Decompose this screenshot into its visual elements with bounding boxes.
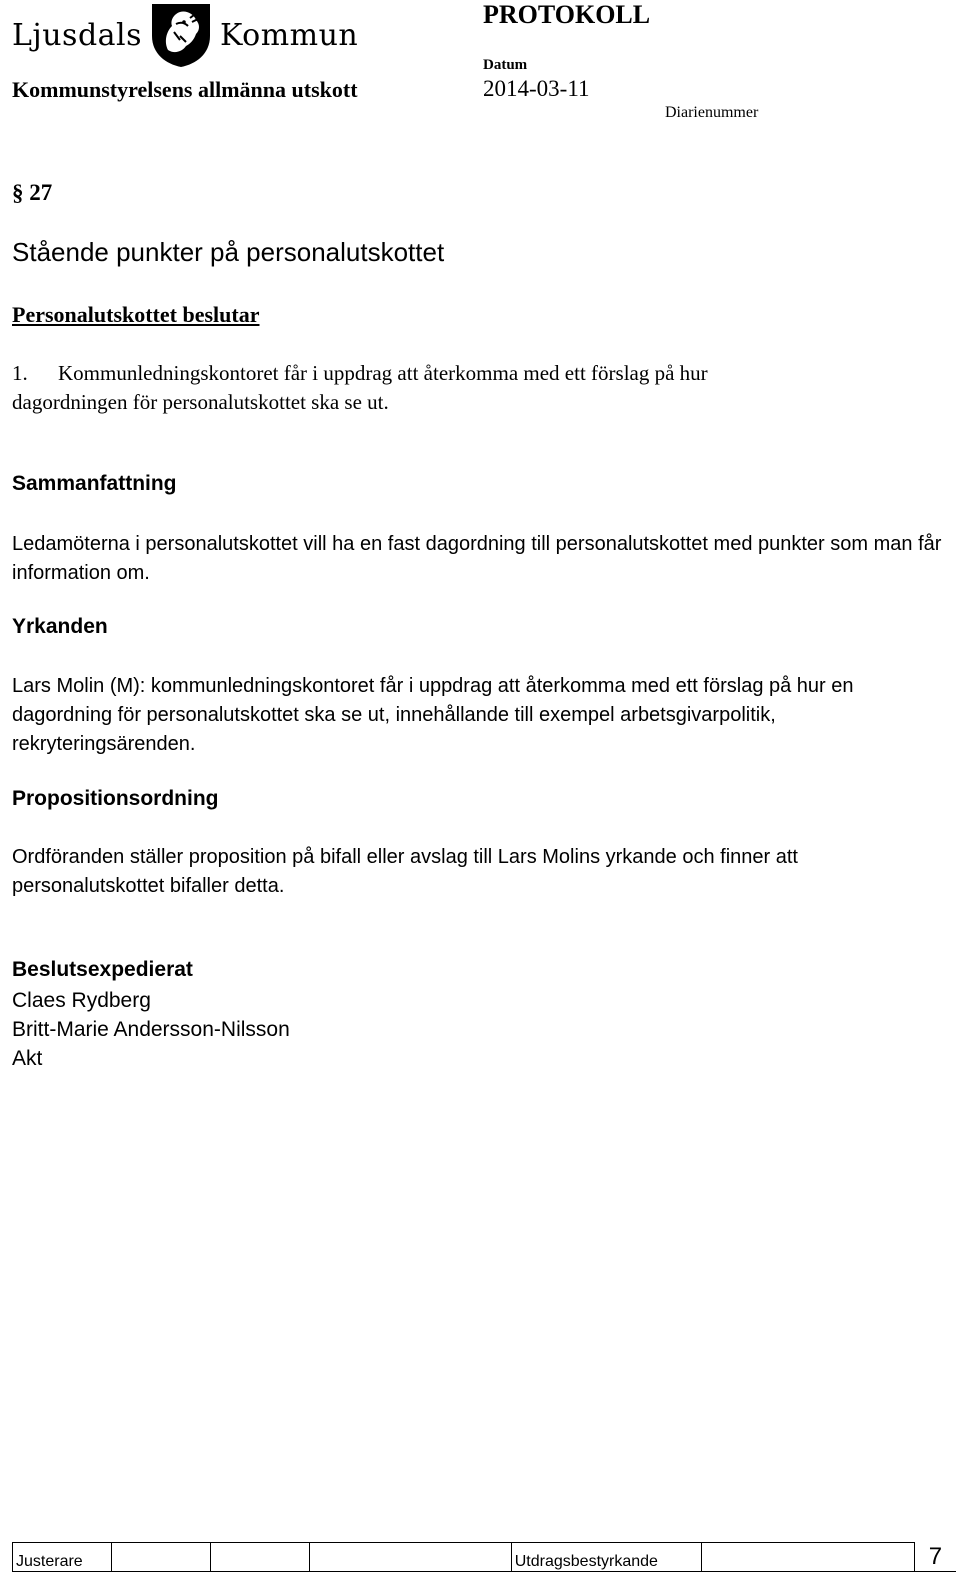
municipality-logo	[12, 0, 358, 70]
logo-word-left: Ljusdals	[12, 17, 143, 53]
diarie-label: Diarienummer	[665, 104, 759, 121]
proposition-heading: Propositionsordning	[12, 787, 219, 810]
committee-name: Kommunstyrelsens allmänna utskott	[12, 77, 358, 102]
paragraph-number: § 27	[12, 180, 53, 205]
page-number: 7	[914, 1543, 956, 1572]
decision-heading: Personalutskottet beslutar	[12, 302, 260, 327]
coat-of-arms-icon	[150, 2, 212, 68]
utdrag-label: Utdragsbestyrkande	[511, 1543, 701, 1572]
logo-word-right: Kommun	[220, 17, 359, 53]
recipient: Claes Rydberg	[12, 989, 151, 1012]
page-title: Stående punkter på personalutskottet	[12, 237, 445, 267]
proposition-text: Ordföranden ställer proposition på bifall eller avslag till Lars Molins yrkande och finner att personalutskottet bifaller detta.	[12, 846, 798, 897]
decision-item	[12, 359, 708, 417]
signature-cell	[310, 1543, 512, 1572]
decision-number: 1.	[12, 361, 28, 385]
recipient: Britt-Marie Andersson-Nilsson	[12, 1018, 290, 1041]
summary-text: Ledamöterna i personalutskottet vill ha en fast dagordning till personalutskottet med punkter som man får information om.	[12, 533, 942, 584]
recipient: Akt	[12, 1047, 43, 1070]
signature-footer	[12, 1542, 956, 1570]
signature-cell	[112, 1543, 211, 1572]
signature-cell	[701, 1543, 914, 1572]
justerare-label: Justerare	[13, 1543, 112, 1572]
signature-cell	[211, 1543, 310, 1572]
date-value: 2014-03-11	[483, 76, 590, 101]
sent-to-heading: Beslutsexpedierat	[12, 958, 193, 981]
date-label: Datum	[483, 57, 528, 73]
claims-heading: Yrkanden	[12, 615, 108, 638]
decision-text-line-2: dagordningen för personalutskottet ska se ut.	[12, 390, 389, 414]
decision-item-line-1	[12, 359, 708, 388]
signature-table	[12, 1542, 956, 1572]
sent-to-list	[12, 986, 290, 1073]
claims-text: Lars Molin (M): kommunledningskontoret får i uppdrag att återkomma med ett förslag på hur en dagordning för personalutskottet ska se ut, innehållande till exempel arbetsgivarpolitik, rekryteringsärenden.	[12, 675, 854, 755]
document-type: PROTOKOLL	[483, 0, 651, 29]
decision-text-line-1: Kommunledningskontoret får i uppdrag att återkomma med ett förslag på hur	[58, 361, 708, 385]
summary-heading: Sammanfattning	[12, 472, 177, 495]
